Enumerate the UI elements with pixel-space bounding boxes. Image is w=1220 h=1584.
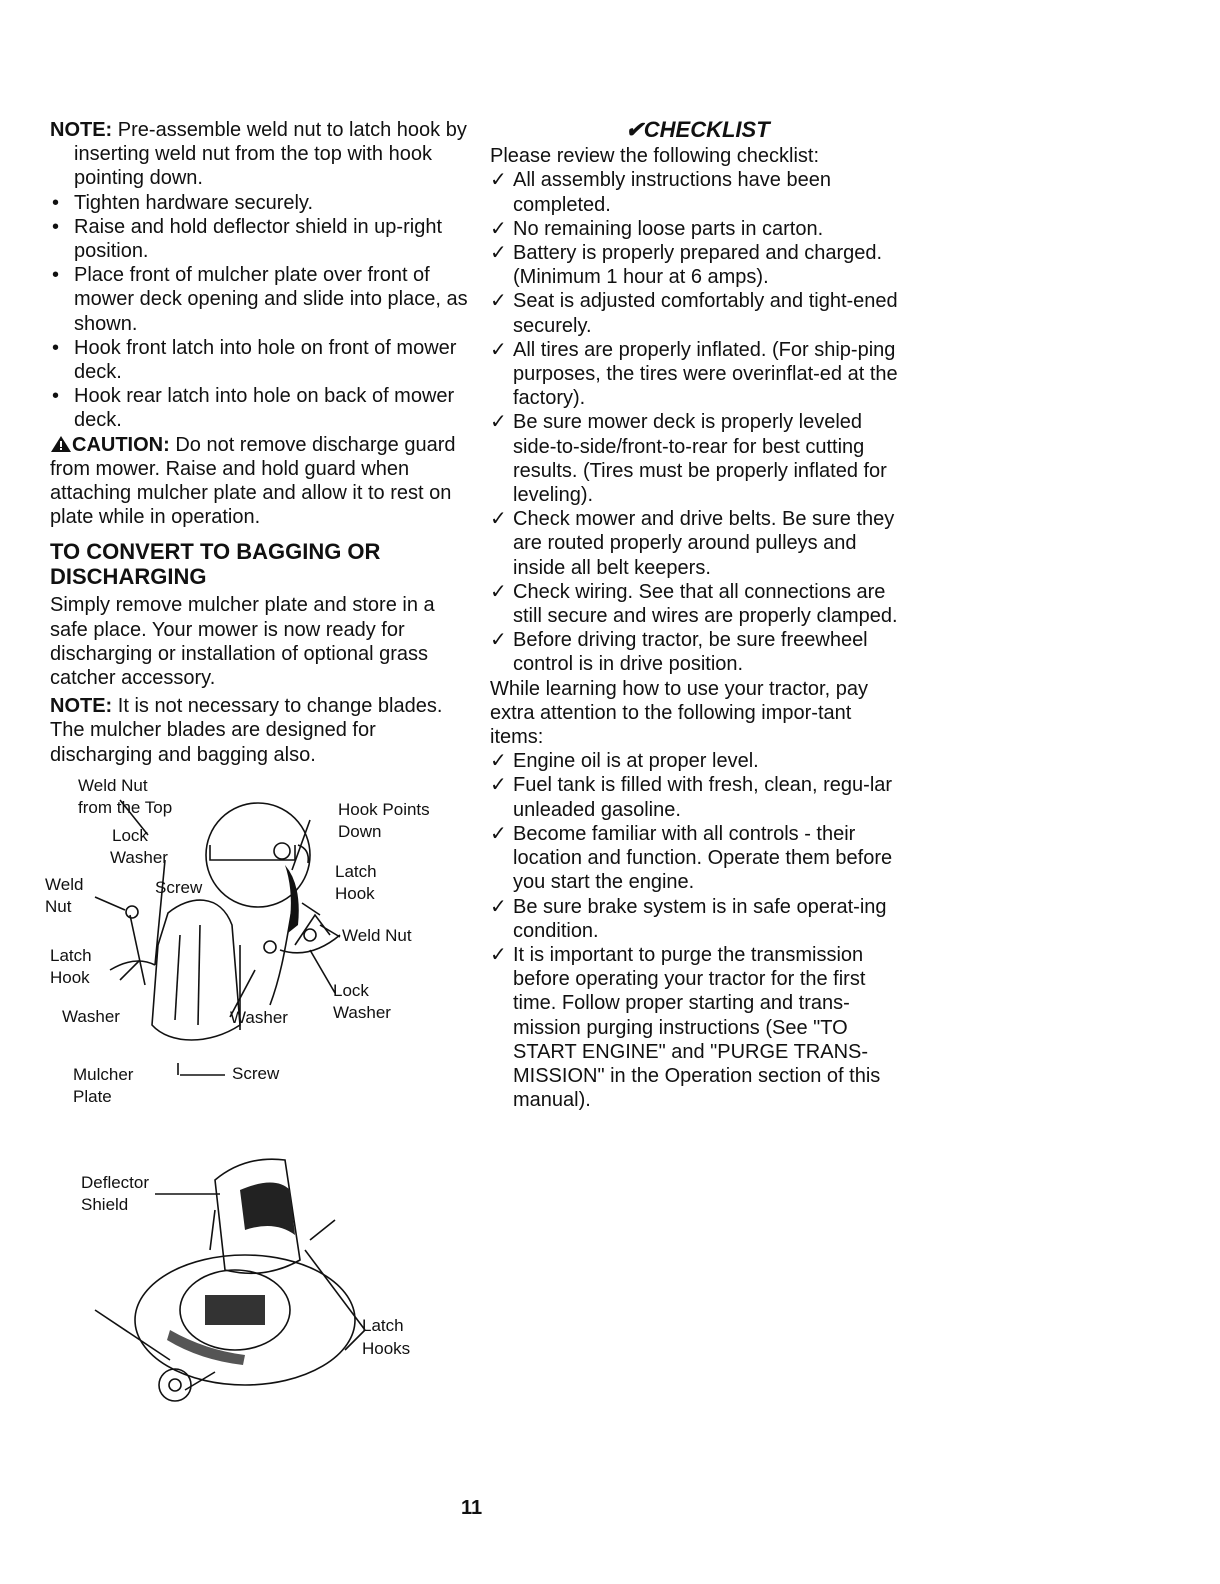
checkmark-icon: ✓	[490, 217, 507, 240]
label-weld-nut: Nut	[45, 897, 72, 916]
checkmark-icon: ✔	[625, 117, 644, 142]
label-weld-nut-top: from the Top	[78, 798, 173, 817]
label-latch-hook-left: Latch	[50, 946, 92, 965]
checkmark-icon: ✓	[490, 242, 507, 265]
checkmark-icon: ✓	[490, 338, 507, 361]
label-washer-left: Washer	[62, 1007, 120, 1026]
label-hook-points-down: Down	[338, 822, 382, 841]
checkmark-icon: ✓	[490, 629, 507, 652]
label-mulcher-plate: Mulcher	[73, 1065, 134, 1084]
label-latch-hooks: Hooks	[362, 1339, 411, 1358]
checklist-item: ✓ It is important to purge the transmission before operating your tractor for the first time. Follow proper starting and trans-mission purging instructions (See "TO START ENGINE" and "PURGE TRANS-MISSION" in the Operation section of this manual).	[490, 943, 881, 1112]
label-lock-washer-right: Washer	[333, 1003, 391, 1022]
bullet-item: • Hook rear latch into hole on back of mower deck.	[52, 385, 455, 432]
label-hook-points-down: Hook Points	[338, 800, 430, 819]
note-blades: NOTE: It is not necessary to change blades. The mulcher blades are designed for discharging and bagging also.	[50, 695, 443, 766]
checklist-item: ✓ Check mower and drive belts. Be sure they are routed properly around pulleys and inside all belt keepers.	[490, 508, 895, 579]
checklist-item: ✓ All assembly instructions have been completed.	[490, 169, 831, 216]
checklist-title: ✔CHECKLIST	[625, 117, 770, 142]
note-weld-nut: NOTE: Pre-assemble weld nut to latch hook by inserting weld nut from the top with hook pointing down.	[50, 119, 467, 190]
checkmark-icon: ✓	[490, 290, 507, 313]
label-latch-hook: Hook	[335, 884, 375, 903]
bullet-item: • Tighten hardware securely.	[52, 191, 314, 214]
left-column	[50, 118, 470, 767]
checklist-item: ✓ Be sure brake system is in safe operat-ing condition.	[490, 895, 887, 942]
warning-triangle-icon	[50, 435, 72, 453]
label-mulcher-plate: Plate	[73, 1087, 112, 1106]
label-deflector-shield: Shield	[81, 1195, 129, 1214]
label-latch-hook: Latch	[335, 862, 377, 881]
checklist-item: ✓ Before driving tractor, be sure freewheel control is in drive position.	[490, 629, 868, 676]
checklist-item: ✓ Be sure mower deck is properly leveled side-to-side/front-to-rear for best cutting results. (Tires must be properly inflated for leveling).	[490, 411, 887, 507]
checklist-item: ✓ Check wiring. See that all connections are still secure and wires are properly clamped.	[490, 580, 898, 628]
checkmark-icon: ✓	[490, 169, 507, 192]
label-latch-hooks: Latch	[362, 1316, 404, 1335]
checkmark-icon: ✓	[490, 895, 507, 918]
label-lock-washer: Lock	[112, 826, 148, 845]
checklist-item: ✓ Fuel tank is filled with fresh, clean, regu-lar unleaded gasoline.	[490, 774, 893, 821]
learning-paragraph: While learning how to use your tractor, pay extra attention to the following impor-tant items:	[490, 677, 868, 749]
deflector-shield-figure	[75, 1150, 435, 1410]
label-lock-washer: Washer	[110, 848, 168, 867]
bullet-item: • Raise and hold deflector shield in up-right position.	[52, 215, 442, 263]
convert-paragraph: Simply remove mulcher plate and store in a safe place. Your mower is now ready for discharging or installation of optional grass catcher accessory.	[50, 594, 435, 690]
label-weld-nut-top: Weld Nut	[78, 776, 148, 795]
checkmark-icon: ✓	[490, 774, 507, 797]
label-screw: Screw	[155, 878, 203, 897]
label-deflector-shield: Deflector	[81, 1173, 150, 1192]
section-heading: TO CONVERT TO BAGGING OR DISCHARGING	[50, 539, 381, 590]
checkmark-icon: ✓	[490, 943, 507, 966]
page-number: 11	[461, 1497, 483, 1519]
label-weld-nut-right: Weld Nut	[342, 926, 412, 945]
label-washer-middle: Washer	[230, 1008, 288, 1027]
checklist-item: ✓ Battery is properly prepared and charged. (Minimum 1 hour at 6 amps).	[490, 242, 883, 289]
caution-paragraph: CAUTION: Do not remove discharge guard from mower. Raise and hold guard when attaching mulcher plate and allow it to rest on plate while in operation.	[50, 433, 456, 529]
checklist-item: ✓ No remaining loose parts in carton.	[490, 217, 824, 240]
checklist-item: ✓ Engine oil is at proper level.	[490, 750, 759, 773]
checklist-item: ✓ Become familiar with all controls - their location and function. Operate them before you start the engine.	[490, 822, 893, 894]
checklist-item: ✓ Seat is adjusted comfortably and tight-ened securely.	[490, 290, 898, 337]
mulcher-assembly-figure	[40, 775, 460, 1115]
bullet-item: • Hook front latch into hole on front of mower deck.	[52, 336, 457, 384]
label-latch-hook-left: Hook	[50, 968, 90, 987]
checkmark-icon: ✓	[490, 508, 507, 531]
checkmark-icon: ✓	[490, 411, 507, 434]
label-weld-nut: Weld	[45, 875, 84, 894]
bullet-item: • Place front of mulcher plate over front of mower deck opening and slide into place, as shown.	[52, 264, 468, 335]
checklist-column	[490, 118, 905, 1112]
checkmark-icon: ✓	[490, 580, 507, 603]
label-screw-bottom: Screw	[232, 1064, 280, 1083]
checkmark-icon: ✓	[490, 750, 507, 773]
checklist-item: ✓ All tires are properly inflated. (For ship-ping purposes, the tires were overinflat-ed at the factory).	[490, 338, 898, 410]
checkmark-icon: ✓	[490, 822, 507, 845]
checklist-intro: Please review the following checklist:	[490, 145, 820, 168]
label-lock-washer-right: Lock	[333, 981, 369, 1000]
